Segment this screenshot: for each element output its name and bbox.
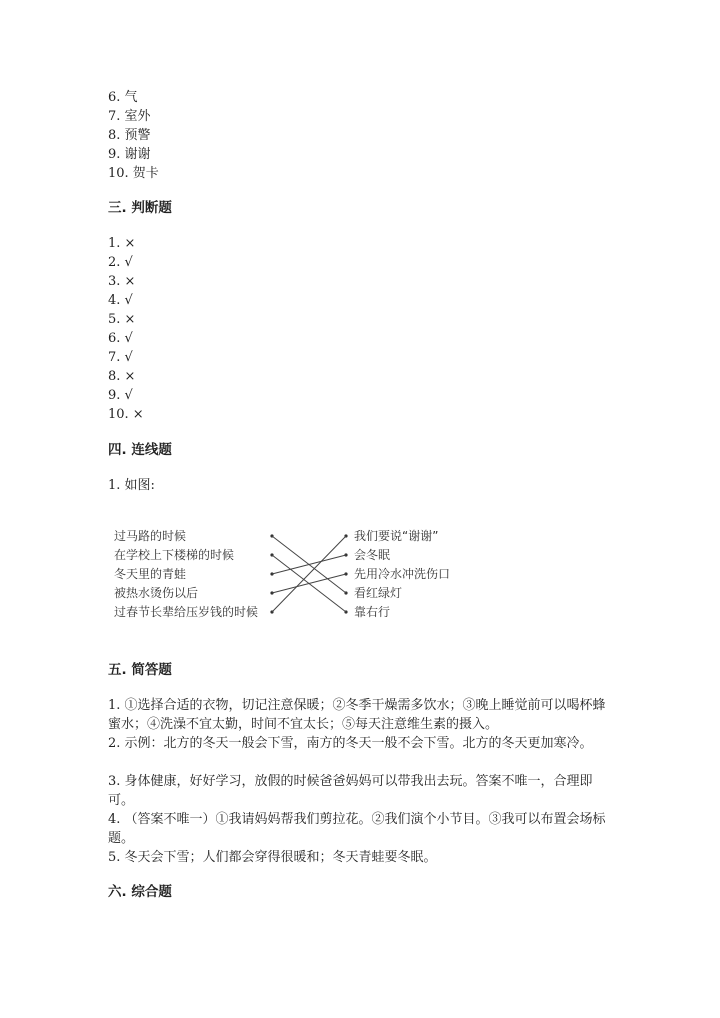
fill-answer: 9. 谢谢	[108, 147, 151, 162]
matching-question: 1. 如图:	[108, 478, 155, 493]
match-right-item: 看红绿灯	[354, 586, 403, 600]
fill-answer: 7. 室外	[108, 109, 151, 124]
match-left-item: 过春节长辈给压岁钱的时候	[114, 605, 259, 619]
fill-answer: 8. 预警	[108, 128, 151, 143]
judgement-answer: 2. √	[108, 255, 133, 270]
match-line	[272, 555, 346, 574]
judgement-answer: 4. √	[108, 293, 133, 308]
match-left-item: 过马路的时候	[114, 529, 187, 543]
short-answer: 2. 示例：北方的冬天一般会下雪，南方的冬天一般不会下雪。北方的冬天更加寒冷。	[108, 736, 593, 751]
judgement-answer: 5. ×	[108, 312, 136, 327]
section-title-short-answer: 五. 简答题	[108, 662, 172, 678]
judgement-answer: 8. ×	[108, 369, 136, 384]
match-left-item: 被热水烫伤以后	[114, 586, 199, 600]
match-right-item: 先用冷水冲洗伤口	[354, 567, 451, 581]
match-right-item: 会冬眠	[354, 548, 391, 562]
judgement-answer: 6. √	[108, 331, 133, 346]
judgement-answer: 3. ×	[108, 274, 136, 289]
section-title-comprehensive: 六. 综合题	[108, 884, 172, 900]
matching-lines	[108, 520, 478, 620]
short-answer: 1. ①选择合适的衣物，切记注意保暖；②冬季干燥需多饮水；③晚上睡觉前可以喝杯蜂蜜水；④洗澡不宜太勤，时间不宜太长；⑤每天注意维生素的摄入。	[108, 698, 606, 732]
matching-diagram	[108, 520, 478, 620]
judgement-answer: 9. √	[108, 388, 133, 403]
short-answer: 3. 身体健康，好好学习，放假的时候爸爸妈妈可以带我出去玩。答案不唯一，合理即可。	[108, 774, 593, 808]
match-right-item: 我们要说“谢谢”	[354, 529, 439, 543]
judgement-answer: 1. ×	[108, 236, 136, 251]
match-line	[272, 536, 346, 612]
match-right-item: 靠右行	[354, 605, 391, 619]
match-line	[272, 574, 346, 593]
judgement-answer: 7. √	[108, 350, 133, 365]
match-left-item: 在学校上下楼梯的时候	[114, 548, 235, 562]
judgement-answer: 10. ×	[108, 407, 144, 422]
section-title-judgement: 三. 判断题	[108, 200, 172, 216]
match-left-item: 冬天里的青蛙	[114, 567, 187, 581]
fill-answer: 10. 贺卡	[108, 166, 159, 181]
fill-answer: 6. 气	[108, 90, 138, 105]
short-answer: 5. 冬天会下雪；人们都会穿得很暖和；冬天青蛙要冬眠。	[108, 850, 437, 865]
short-answer: 4. （答案不唯一）①我请妈妈帮我们剪拉花。②我们演个小节目。③我可以布置会场标题。	[108, 812, 606, 846]
section-title-matching: 四. 连线题	[108, 442, 172, 458]
